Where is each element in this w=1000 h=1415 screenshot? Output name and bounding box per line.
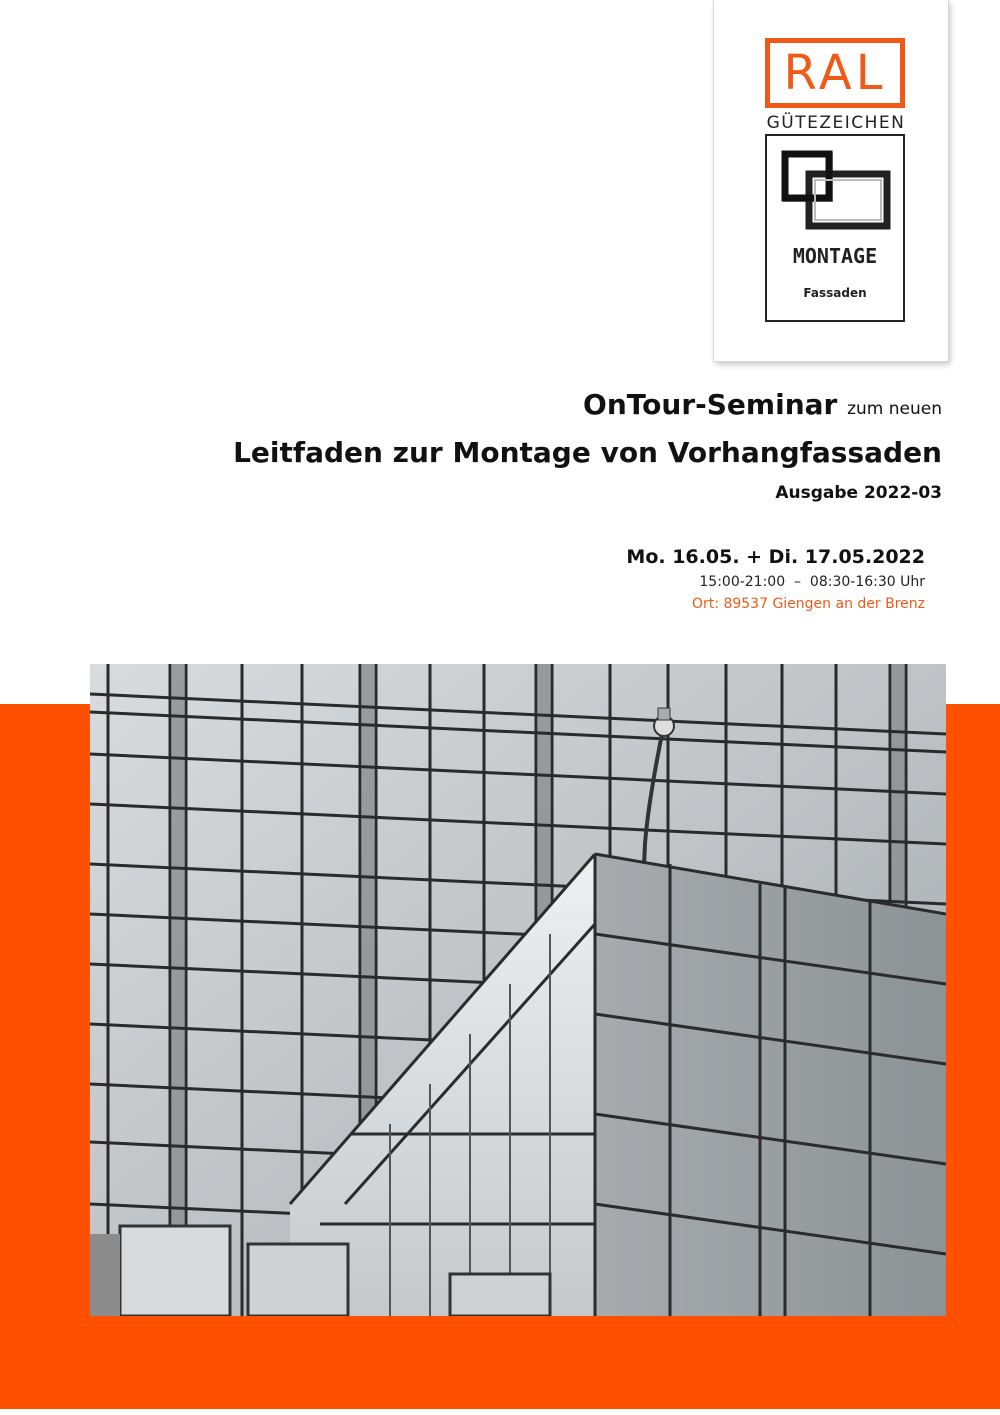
title-block (233, 388, 942, 503)
seminar-title (233, 388, 942, 422)
seminar-suffix: zum neuen (847, 399, 942, 419)
event-dates: Mo. 16.05. + Di. 17.05.2022 (626, 546, 925, 568)
guetezeichen-label: GÜTEZEICHEN (766, 113, 906, 133)
edition-label: Ausgabe 2022-03 (775, 482, 942, 503)
montage-label: MONTAGE (792, 244, 878, 268)
event-location: Ort: 89537 Giengen an der Brenz (692, 596, 925, 612)
seminar-name: OnTour-Seminar (583, 388, 838, 421)
ral-logo-frame (765, 38, 905, 108)
window-frames-icon (781, 150, 893, 230)
facade-photo (90, 664, 946, 1316)
montage-seal (765, 134, 905, 322)
ral-quality-mark-logo (714, 0, 948, 361)
ral-brand-text: RAL (783, 45, 887, 101)
event-times: 15:00-21:00 – 08:30-16:30 Uhr (699, 574, 925, 590)
fassaden-label: Fassaden (803, 286, 867, 300)
guide-title: Leitfaden zur Montage von Vorhangfassaden (233, 435, 942, 469)
glass-facade-image (90, 664, 946, 1316)
event-details (600, 546, 925, 612)
